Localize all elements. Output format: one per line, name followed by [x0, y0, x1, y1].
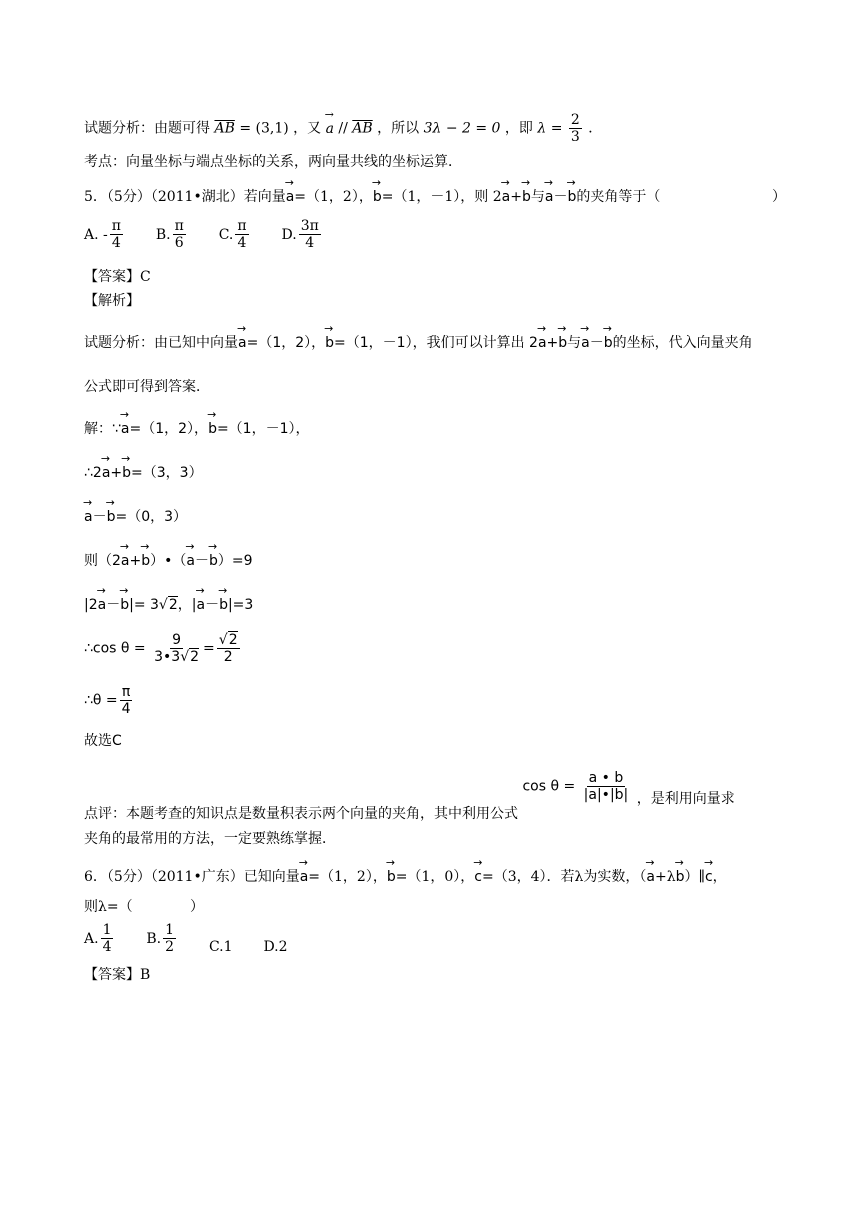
- vector-b: → b: [387, 868, 396, 886]
- dianping-line-2: 夹角的最常用的方法，一定要熟练掌握．: [84, 831, 336, 847]
- vector-b: → b: [122, 464, 131, 482]
- q5-stem: [84, 188, 786, 206]
- fraction: [217, 632, 240, 665]
- text: ）: [190, 899, 204, 915]
- option-a[interactable]: [84, 218, 125, 251]
- text: ．: [588, 120, 603, 137]
- fraction: [299, 218, 321, 251]
- option-label: A. -: [84, 226, 108, 243]
- text: =（1，－1），则 2: [381, 189, 502, 205]
- text: |2: [84, 597, 98, 613]
- vector-b: → b: [558, 334, 567, 352]
- solution-step-1: [84, 420, 310, 438]
- vector-a: → a: [502, 188, 511, 206]
- text: 5．（5分）（2011•湖北）若向量: [84, 189, 286, 205]
- fraction: [173, 218, 186, 251]
- text: ）∥: [684, 869, 705, 885]
- text: ，即: [504, 120, 533, 137]
- vector-b: → b: [141, 552, 150, 570]
- vector-a: → a: [84, 508, 93, 526]
- denominator: 6: [174, 235, 184, 251]
- text: －: [553, 189, 568, 205]
- lambda-eq: λ =: [537, 120, 563, 137]
- vector-b: → b: [604, 334, 613, 352]
- text: 点评：本题考查的知识点是数量积表示两个向量的夹角，其中利用公式: [84, 806, 518, 822]
- text: －: [106, 597, 121, 613]
- vector-b: → b: [209, 552, 218, 570]
- vector-b: → b: [522, 188, 531, 206]
- denominator: 2: [223, 649, 233, 665]
- text: 的坐标，代入向量夹角: [612, 335, 753, 351]
- text: 3•3: [154, 649, 181, 665]
- vector-a: → a: [646, 868, 655, 886]
- solution-step-4: [84, 552, 253, 570]
- option-a[interactable]: [84, 922, 115, 955]
- solution-step-6: [84, 632, 242, 665]
- text: ，|: [177, 597, 197, 613]
- fraction: [582, 770, 631, 803]
- text: ，又: [293, 120, 322, 137]
- angle-formula: [522, 770, 632, 803]
- text: ，所以: [377, 120, 420, 137]
- vector-b: → b: [107, 508, 116, 526]
- q5-analysis-1: [84, 334, 753, 352]
- vector-a: → a: [121, 552, 130, 570]
- text: 试题分析：由已知中向量: [84, 335, 238, 351]
- q5-analysis-2: 公式即可得到答案．: [84, 379, 210, 395]
- text: |=3: [227, 597, 254, 613]
- text: －: [589, 335, 604, 351]
- text: －: [195, 553, 209, 569]
- text: 解：∵: [84, 421, 121, 437]
- sqrt-value: 2: [168, 597, 178, 613]
- vector-b: → b: [676, 868, 685, 886]
- fraction: [101, 922, 114, 955]
- text: cos θ =: [522, 778, 576, 795]
- text: +λ: [655, 869, 676, 885]
- text: ∴2: [84, 465, 102, 481]
- solution-step-2: [84, 464, 203, 482]
- ab-value: = (3,1): [239, 120, 289, 137]
- text: ）: [772, 189, 786, 205]
- text: +: [110, 465, 123, 481]
- numerator: a • b: [588, 770, 624, 786]
- text: +: [129, 553, 142, 569]
- vector-b: → b: [325, 334, 334, 352]
- sqrt-value: 2: [228, 632, 238, 648]
- text: ∴cos θ =: [84, 640, 146, 657]
- text: 试题分析：由题可得: [84, 120, 210, 137]
- text: ，是利用向量求: [636, 791, 735, 807]
- text: －: [92, 509, 107, 525]
- q6-stem-2: [84, 898, 204, 916]
- fraction: [110, 218, 123, 251]
- denominator: 4: [305, 235, 315, 251]
- q6-stem: [84, 868, 727, 886]
- text: =（1，2），: [308, 869, 387, 885]
- option-label: C.: [218, 226, 234, 243]
- numerator: 2: [570, 112, 580, 128]
- numerator: √2: [218, 632, 238, 648]
- vector-a: → a: [98, 596, 107, 614]
- vector-a: → a: [121, 420, 130, 438]
- vector-a: → a: [286, 188, 295, 206]
- vector-a: → a: [300, 868, 309, 886]
- text: +: [546, 335, 559, 351]
- vector-a: → a: [102, 464, 111, 482]
- numerator: π: [174, 218, 184, 234]
- denominator: 3•3√2: [154, 649, 200, 665]
- vector-b: → b: [120, 596, 129, 614]
- option-c[interactable]: C.1: [208, 939, 233, 955]
- parallel-symbol: //: [338, 120, 348, 137]
- dianping-line-1: [84, 770, 735, 822]
- text: ）=9: [217, 553, 253, 569]
- denominator: 3: [570, 129, 580, 145]
- text: =（1，0），: [395, 869, 475, 885]
- vector-b: → b: [373, 188, 382, 206]
- text: 的夹角等于（: [576, 189, 661, 205]
- text: =（1，2），: [246, 335, 326, 351]
- kaodian: 考点：向量坐标与端点坐标的关系，两向量共线的坐标运算．: [84, 154, 462, 170]
- denominator: 4: [121, 701, 131, 717]
- vector-b: → b: [219, 596, 228, 614]
- q6-options: [84, 922, 288, 955]
- vector-a: → a: [238, 334, 247, 352]
- vector-a: → a: [326, 120, 334, 138]
- numerator: π: [237, 218, 247, 234]
- numerator: π: [111, 218, 121, 234]
- denominator: 4: [102, 939, 112, 955]
- fraction: [569, 112, 582, 145]
- text: |= 3: [129, 597, 159, 613]
- solution-step-3: [84, 508, 187, 526]
- q5-options: [84, 218, 323, 251]
- denominator: 4: [111, 235, 121, 251]
- text: 则λ=（: [84, 899, 133, 915]
- fraction: [152, 632, 201, 665]
- q5-jiexi: 【解析】: [84, 293, 140, 309]
- analysis-line: [84, 112, 602, 145]
- q6-answer: 【答案】B: [84, 967, 151, 983]
- equation: 3λ − 2 = 0: [423, 120, 501, 137]
- vector-a: → a: [581, 334, 590, 352]
- text: =（3，3）: [131, 465, 203, 481]
- solution-step-5: |2→ a－→ b|= 3√2，|→ a－→ b|=3: [84, 596, 253, 614]
- text: =: [203, 640, 215, 657]
- text: 则（2: [84, 553, 121, 569]
- numerator: 3π: [300, 218, 319, 234]
- option-b[interactable]: [146, 922, 178, 955]
- numerator: π: [121, 684, 131, 700]
- sqrt-value: 2: [190, 649, 200, 665]
- denominator: 2: [165, 939, 175, 955]
- solution-conclusion: 故选C: [84, 733, 122, 749]
- option-label: B.: [146, 930, 162, 947]
- text: =（3，4）．若λ为实数，（: [481, 869, 647, 885]
- vector-c: → c: [705, 868, 713, 886]
- text: ∴θ =: [84, 692, 118, 709]
- vector-c: → c: [474, 868, 482, 886]
- vector-b: → b: [208, 420, 217, 438]
- option-label: D.: [281, 226, 297, 243]
- text: －: [205, 597, 220, 613]
- text: ）•（: [150, 553, 187, 569]
- option-d[interactable]: D.2: [263, 939, 288, 955]
- vector-ab: $\overline{AB}$: [352, 120, 373, 137]
- text: =（1，2），: [294, 189, 373, 205]
- text: +: [510, 189, 522, 205]
- denominator: |a|•|b|: [583, 787, 629, 803]
- numerator: 1: [102, 922, 112, 938]
- vector-a: → a: [538, 334, 547, 352]
- q5-answer: 【答案】C: [84, 269, 151, 285]
- vector-a: → a: [545, 188, 554, 206]
- text: =（0，3）: [115, 509, 188, 525]
- text: 与: [530, 189, 545, 205]
- fraction: [163, 922, 176, 955]
- text: =（1，－1），我们可以计算出 2: [334, 335, 538, 351]
- vector-a: → a: [186, 552, 195, 570]
- text: 6．（5分）（2011•广东）已知向量: [84, 869, 300, 885]
- text: ，: [712, 869, 727, 885]
- option-b[interactable]: [155, 218, 188, 251]
- text: 与: [567, 335, 582, 351]
- fraction: [235, 218, 248, 251]
- option-label: A.: [84, 930, 99, 947]
- numerator: 1: [165, 922, 175, 938]
- vector-b: → b: [567, 188, 576, 206]
- text: =（1，－1），: [216, 421, 310, 437]
- vector-a: → a: [196, 596, 205, 614]
- solution-step-7: [84, 684, 135, 717]
- option-c[interactable]: [218, 218, 251, 251]
- option-label: B.: [155, 226, 171, 243]
- fraction: [120, 684, 133, 717]
- numerator: 9: [172, 632, 182, 648]
- vector-ab: $\overline{AB}$: [214, 120, 235, 137]
- denominator: 4: [237, 235, 247, 251]
- text: =（1，2），: [129, 421, 209, 437]
